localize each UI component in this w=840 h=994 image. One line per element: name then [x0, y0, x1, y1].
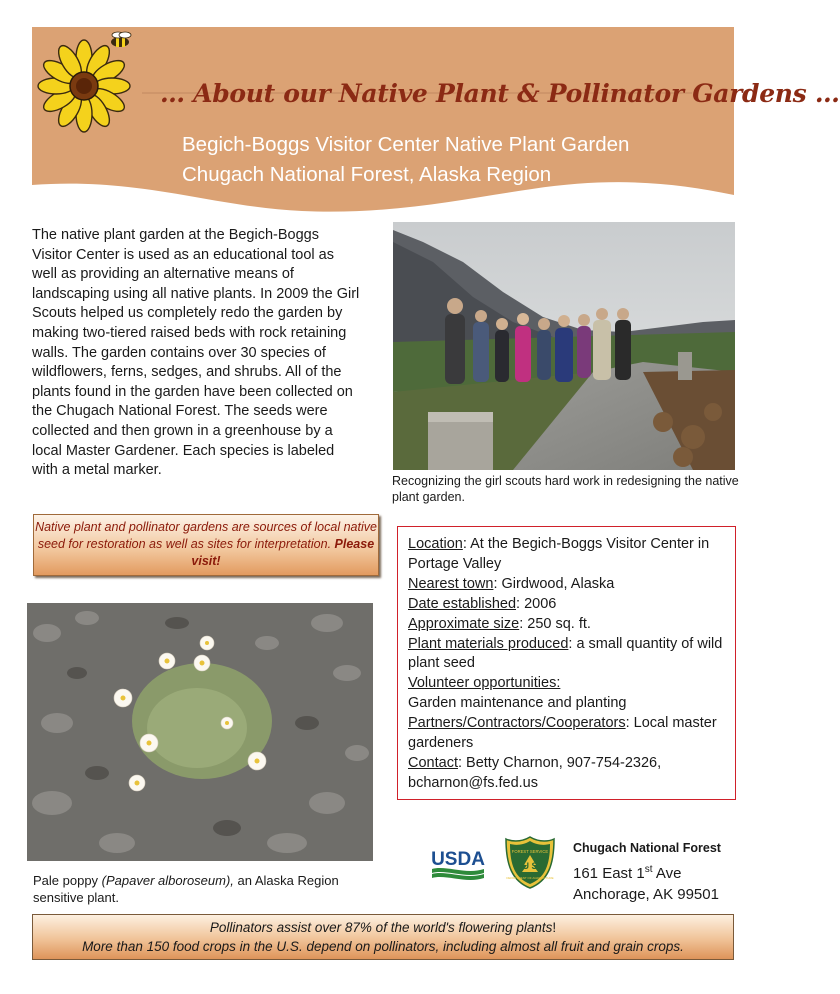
garden-info-box: [397, 526, 736, 800]
address-org: Chugach National Forest: [573, 841, 721, 855]
girl-scouts-garden-photo: [393, 222, 735, 470]
info-plant-materials: Plant materials produced: a small quantity of wild plant seed: [408, 635, 723, 672]
info-date-established: Date established: 2006: [408, 595, 557, 612]
address-street: 161 East 1st Ave: [573, 864, 682, 882]
info-location: Location: At the Begich-Boggs Visitor Center in Portage Valley: [408, 536, 710, 572]
subtitle-forest: Chugach National Forest, Alaska Region: [182, 163, 552, 186]
sunflower-bee-icon: [40, 30, 144, 134]
info-volunteer-value: Garden maintenance and planting: [408, 695, 627, 712]
caption-poppy-common: Pale poppy: [33, 873, 102, 888]
photo-caption-poppy: [33, 873, 373, 906]
forest-address: [573, 838, 721, 905]
photo-caption-group: Recognizing the girl scouts hard work in redesigning the native plant garden.: [392, 474, 739, 504]
usda-logo-text: USDA: [431, 849, 485, 870]
usda-logo: [430, 841, 486, 881]
caption-poppy-latin: (Papaver alboroseum),: [101, 873, 234, 888]
shield-bottom-text: DEPARTMENT OF AGRICULTURE: [506, 876, 554, 880]
callout-text: Native plant and pollinator gardens are sources of local native seed for restoration as well as sites for interpretation.: [35, 520, 377, 551]
pale-poppy-photo: [27, 603, 373, 861]
page-title: … About our Native Plant & Pollinator Gardens …: [160, 79, 840, 108]
subtitle: [182, 130, 629, 190]
info-partners: Partners/Contractors/Cooperators: Local master gardeners: [408, 715, 717, 752]
subtitle-garden: Begich-Boggs Visitor Center Native Plant Garden: [182, 133, 630, 156]
address-city: Anchorage, AK 99501: [573, 886, 719, 903]
shield-letters: U S: [522, 861, 538, 871]
footer-line-1: Pollinators assist over 87% of the world's flowering plants!: [209, 920, 557, 935]
caption-poppy-note: an Alaska Region sensitive plant.: [33, 873, 339, 905]
callout-box: [33, 514, 379, 576]
callout-emphasis: Please visit!: [191, 537, 375, 568]
shield-top-text: FOREST SERVICE: [511, 849, 549, 854]
footer-banner: [32, 914, 734, 960]
info-nearest-town: Nearest town: Girdwood, Alaska: [408, 575, 615, 592]
info-contact: Contact: Betty Charnon, 907-754-2326, bcharnon@fs.fed.us: [408, 754, 662, 791]
intro-paragraph: The native plant garden at the Begich-Boggs Visitor Center is used as an educational tool as well as providing an alternative means of landscaping using all native plants. In 2009 the Girl Scouts helped us completely redo the garden by making two-tiered raised beds with rock retaining walls. The garden contains over 30 species of wildflowers, ferns, sedges, and shrubs. All of the plants found in the garden have been collected on the Chugach National Forest. The seeds were collected and then grown in a greenhouse by a local Master Gardener. Each species is labeled with a metal marker.: [32, 227, 360, 479]
header-banner: [32, 27, 840, 217]
footer-line-2: More than 150 food crops in the U.S. depend on pollinators, including almost all fruit and grain crops.: [82, 939, 684, 954]
forest-service-shield-logo: [504, 835, 556, 890]
info-volunteer-label: Volunteer opportunities:: [408, 675, 561, 692]
info-approximate-size: Approximate size: 250 sq. ft.: [408, 615, 591, 632]
